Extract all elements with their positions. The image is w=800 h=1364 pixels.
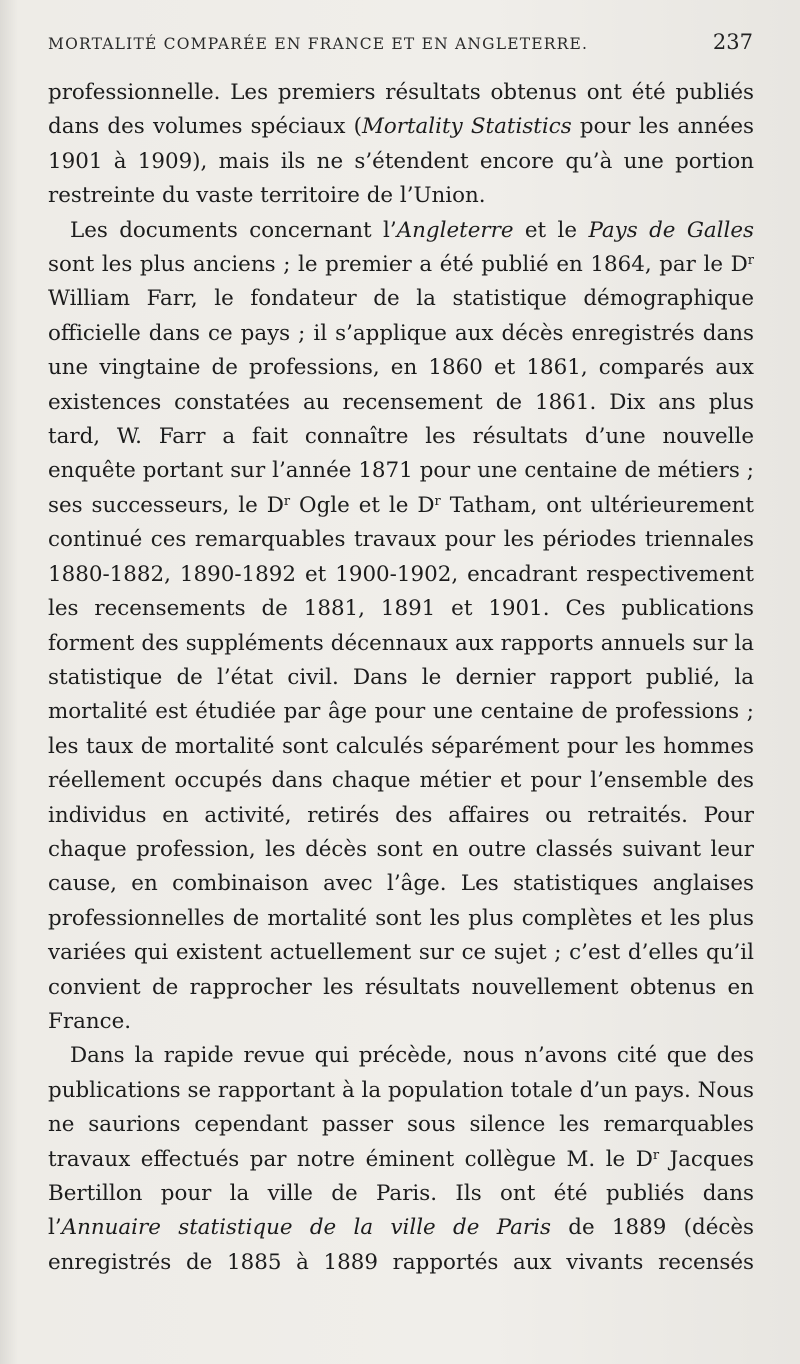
text-run: Jacques Bertillon pour la ville de Paris. Ils ont été publiés dans l’ <box>48 1146 754 1241</box>
page-header <box>48 30 753 74</box>
paragraph-3 <box>48 1039 754 1280</box>
paragraph-2 <box>48 214 754 1040</box>
text-run: Les documents concernant l’ <box>70 217 397 243</box>
body-text <box>48 76 754 1280</box>
italic-title: Mortality Statistics <box>361 114 572 140</box>
text-run: pour les années 1901 à 1909), mais ils ne s’étendent encore qu’à une portion restreinte du vaste territoire de l’Union. <box>48 114 754 209</box>
superscript: r <box>652 1147 660 1163</box>
italic-place: Angleterre <box>396 217 514 243</box>
text-run: Tatham, ont ultérieurement continué ces remarquables travaux pour les périodes triennales 1880-1882, 1890-1892 et 1900-1902, encadrant respectivement les recensements de 1881, 1891 et 1901. Ces publications forment des suppléments décennaux aux rapports annuels sur la statistique de l’état civil. Dans le dernier rapport publié, la mortalité est étudiée par âge pour une centaine de professions ; les taux de mortalité sont calculés séparément pour les hommes réellement occupés dans chaque métier et pour l’ensemble des individus en activité, retirés des affaires ou retraités. Pour chaque profession, les décès sont en outre classés suivant leur cause, en combinaison avec l’âge. Les statistiques anglaises professionnelles de mortalité sont les plus complètes et les plus variées qui existent actuellement sur ce sujet ; c’est d’elles qu’il convient de rapprocher les résultats nouvellement obtenus en France. <box>48 492 754 1034</box>
italic-title: Annuaire statistique de la ville de Paris <box>61 1215 551 1241</box>
running-title: MORTALITÉ COMPARÉE EN FRANCE ET EN ANGLETERRE. <box>48 35 589 53</box>
superscript: r <box>283 493 291 509</box>
text-run: Dans la rapide revue qui précède, nous n’avons cité que des publications se rapportant à la population totale d’un pays. Nous ne saurions cependant passer sous silence les remarquables travaux effectués par notre éminent collègue M. le D <box>48 1043 754 1172</box>
italic-place: Pays de Galles <box>588 217 755 243</box>
text-run: Ogle et le D <box>290 492 435 518</box>
superscript: r <box>747 253 754 269</box>
paragraph-1 <box>48 76 754 214</box>
text-run: et le <box>513 217 589 243</box>
page-number: 237 <box>712 30 753 54</box>
text-run: professionnelle. Les premiers résultats obtenus ont été publiés dans des volumes spéciaux ( <box>48 80 754 140</box>
superscript: r <box>434 493 441 509</box>
text-run: sont les plus anciens ; le premier a été publié en 1864, par le D <box>48 252 748 278</box>
text-run: de 1889 (décès enregistrés de 1885 à 1889 rapportés aux vivants recensés <box>48 1215 754 1275</box>
text-run: William Farr, le fondateur de la statistique démographique officielle dans ce pays ; il s’applique aux décès enregistrés dans une vingtaine de professions, en 1860 et 1861, comparés aux existences constatées au recensement de 1861. Dix ans plus tard, W. Farr a fait connaître les résultats d’une nouvelle enquête portant sur l’année 1871 pour une centaine de métiers ; ses successeurs, le D <box>48 286 754 518</box>
